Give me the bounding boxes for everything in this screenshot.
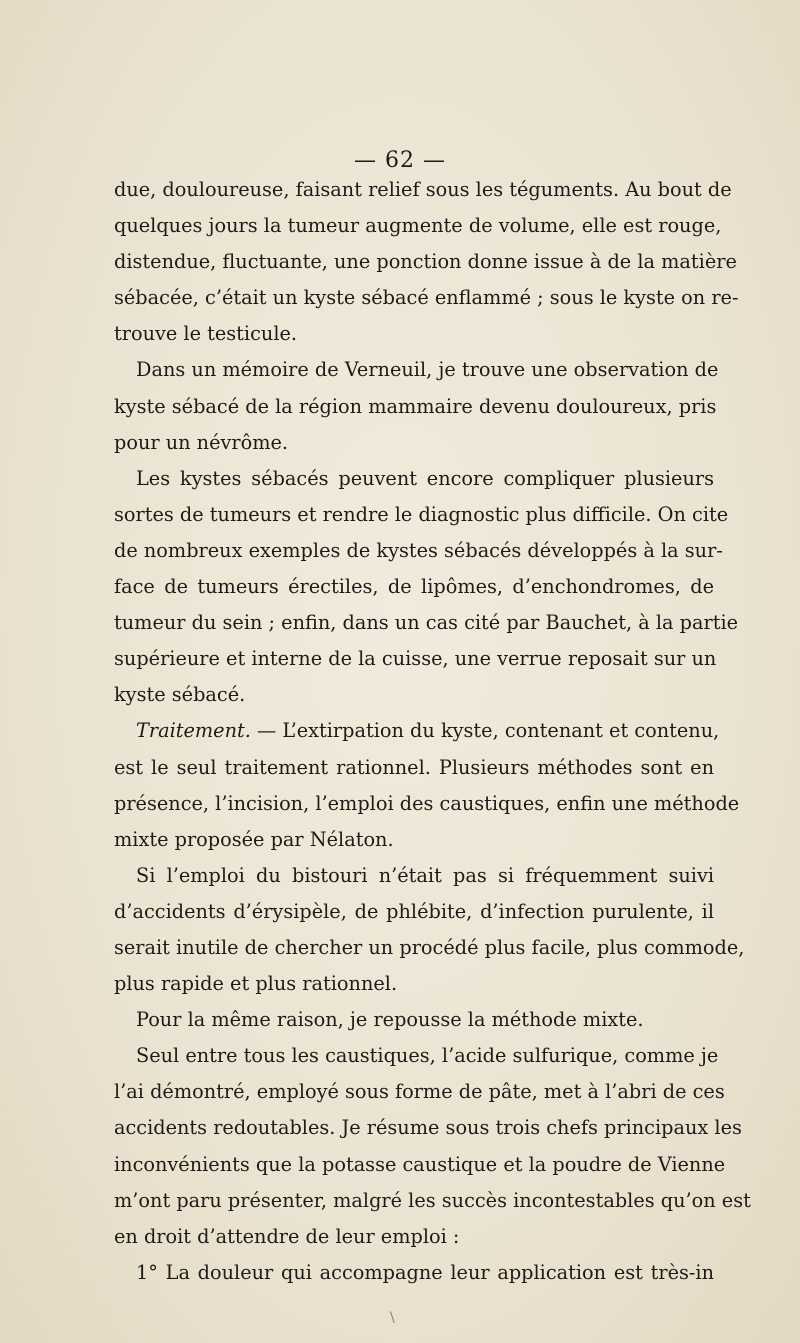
text-line: Dans un mémoire de Verneuil, je trouve une observation de [136,358,719,382]
text-line: pour un névrôme. [114,430,289,454]
text-line: Seul entre tous les caustiques, l’acide sulfurique, comme je [136,1044,719,1068]
text-line: en droit d’attendre de leur emploi : [114,1224,460,1248]
text-line: m’ont paru présenter, malgré les succès incontestables qu’on est [114,1188,751,1212]
text-line: kyste sébacé de la région mammaire devenu douloureux, pris [114,394,717,418]
text-line: Les kystes sébacés peuvent encore compliquer plusieurs [136,466,714,490]
text-line: kyste sébacé. [114,683,246,707]
text-line: quelques jours la tumeur augmente de volume, elle est rouge, [114,214,722,238]
text-line: d’accidents d’érysipèle, de phlébite, d’infection purulente, il [114,899,714,923]
text-line: face de tumeurs érectiles, de lipômes, d’enchondromes, de [114,575,714,599]
text-line: Pour la même raison, je repousse la méthode mixte. [136,1008,644,1032]
text-fragment: — L’extirpation du kyste, contenant et contenu, [250,719,720,743]
text-line-traitement [114,713,720,749]
page-number: — 62 — [354,148,446,173]
text-line: est le seul traitement rationnel. Plusieurs méthodes sont en [114,755,714,779]
text-line: mixte proposée par Nélaton. [114,827,394,851]
text-line: sortes de tumeurs et rendre le diagnostic plus difficile. On cite [114,502,729,526]
text-line: due, douloureuse, faisant relief sous les téguments. Au bout de [114,178,732,201]
text-line: inconvénients que la potasse caustique et la poudre de Vienne [114,1152,726,1176]
body-text [114,172,751,1291]
text-line: serait inutile de chercher un procédé plus facile, plus commode, [114,935,745,959]
text-line: sébacée, c’était un kyste sébacé enflammé ; sous le kyste on re- [114,286,739,310]
section-heading-traitement: Traitement. [136,719,251,743]
text-line: plus rapide et plus rationnel. [114,972,398,996]
text-line: tumeur du sein ; enfin, dans un cas cité par Bauchet, à la partie [114,611,739,635]
text-line: présence, l’incision, l’emploi des caustiques, enfin une méthode [114,791,740,815]
text-line: 1° La douleur qui accompagne leur application est très-in [136,1260,714,1284]
text-line: accidents redoutables. Je résume sous trois chefs principaux les [114,1116,742,1140]
text-line: Si l’emploi du bistouri n’était pas si fréquemment suivi [136,863,714,887]
text-line: l’ai démontré, employé sous forme de pâte, met à l’abri de ces [114,1080,725,1104]
text-line: supérieure et interne de la cuisse, une verrue reposait sur un [114,647,717,671]
text-line: distendue, fluctuante, une ponction donne issue à de la matière [114,250,737,274]
text-line: trouve le testicule. [114,322,298,346]
text-line: de nombreux exemples de kystes sébacés développés à la sur- [114,538,723,562]
scan-mark: \ [390,1310,395,1326]
